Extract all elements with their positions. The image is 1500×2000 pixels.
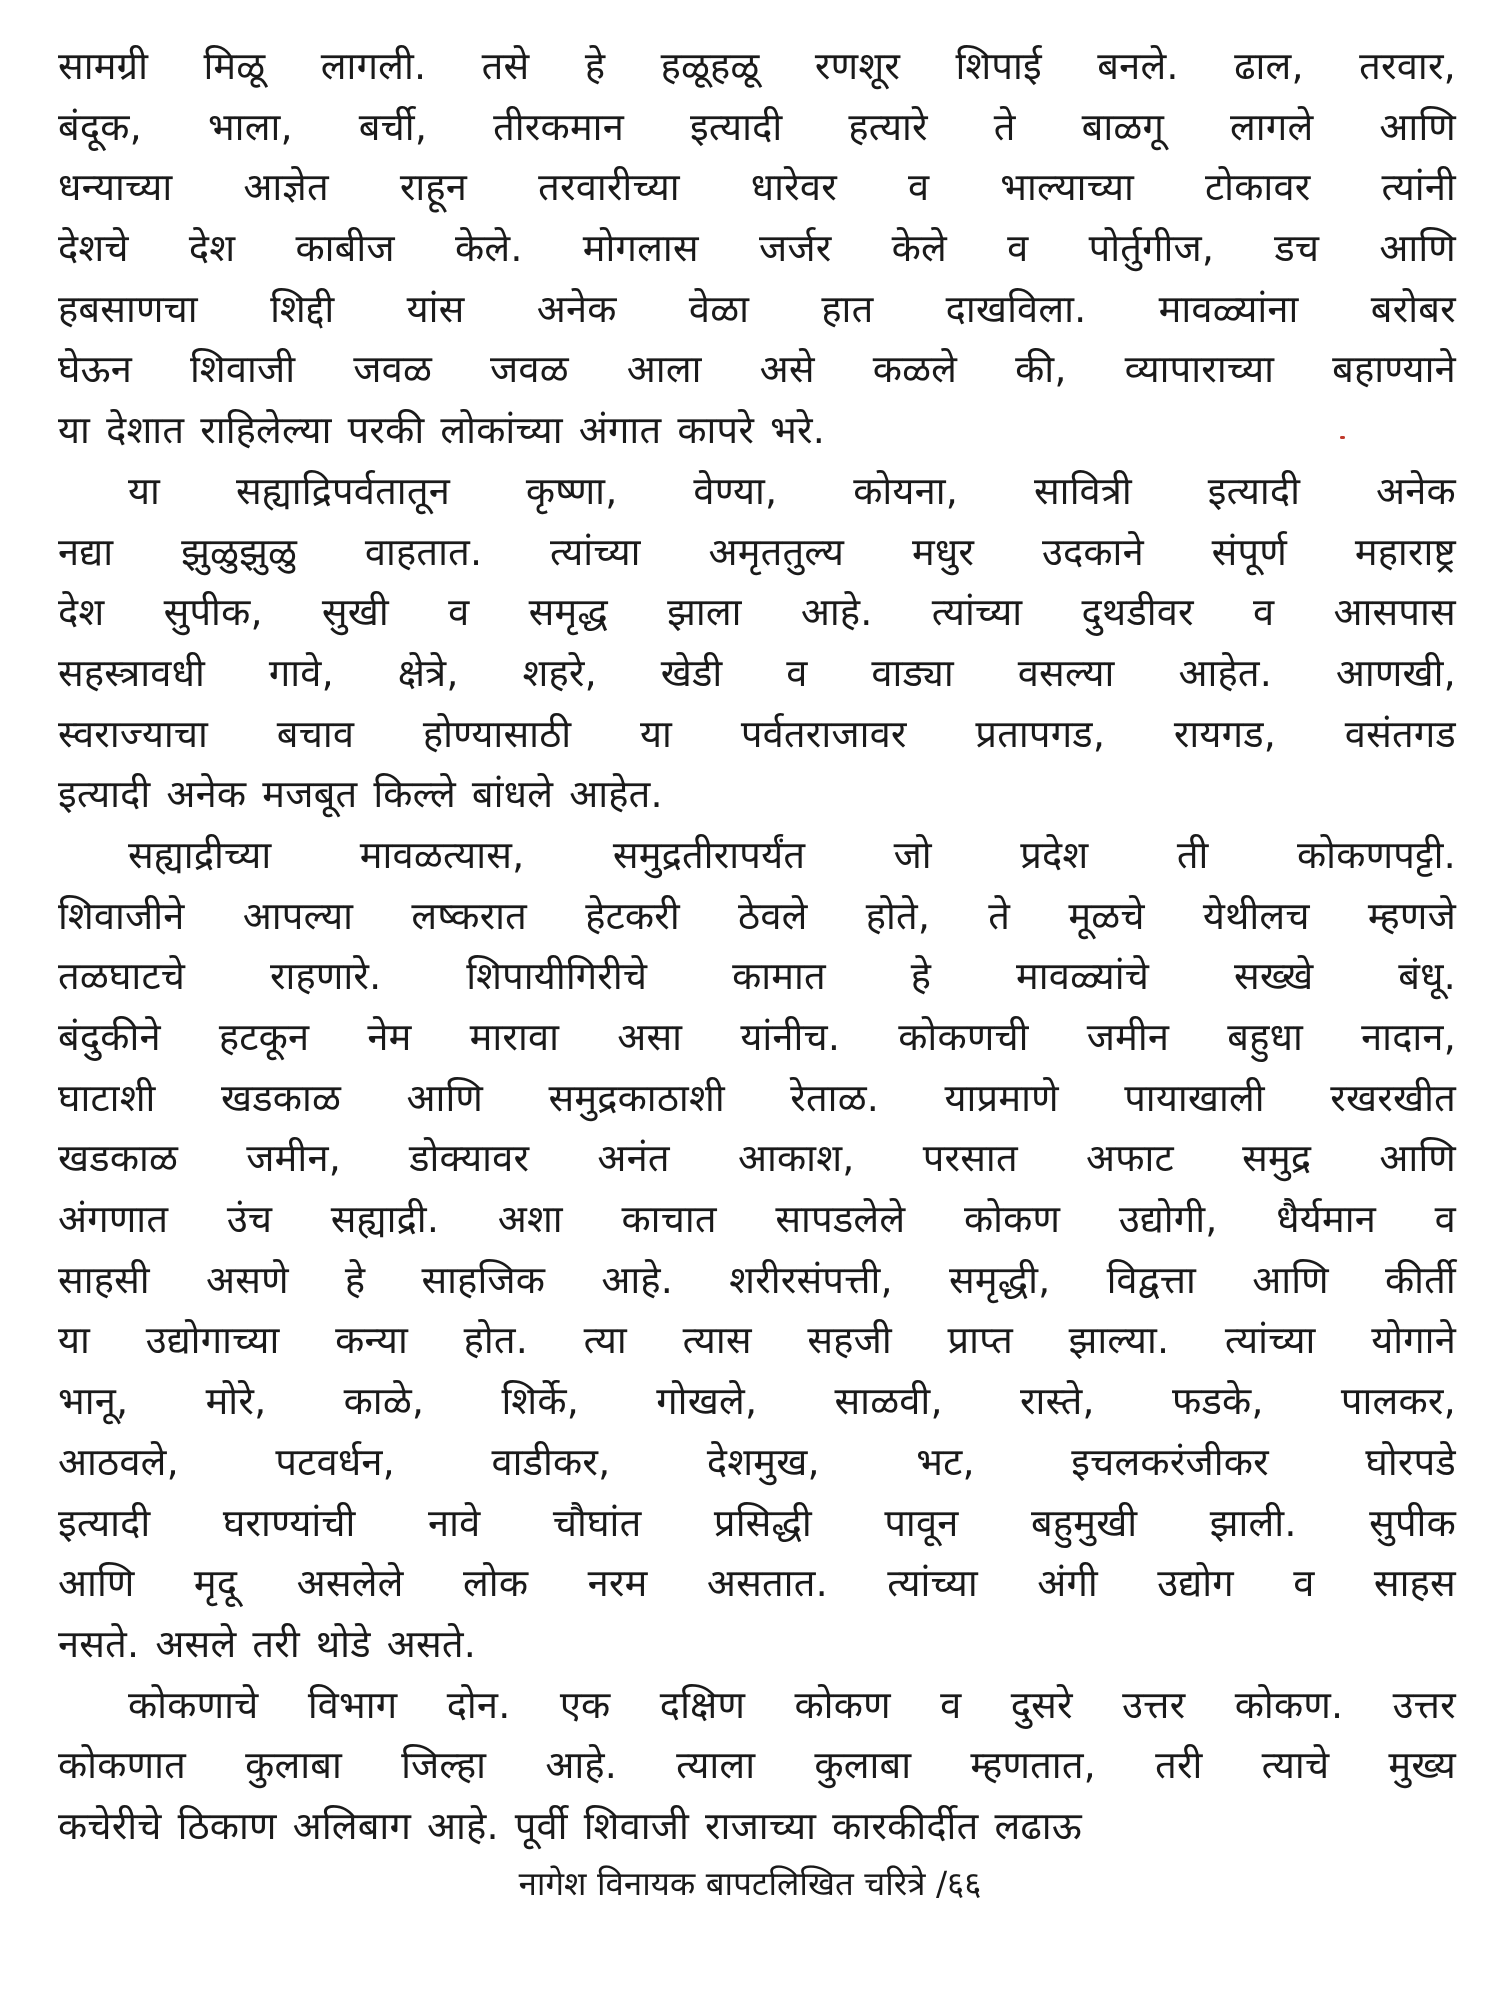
text-line: घेऊन शिवाजी जवळ जवळ आला असे कळले की, व्यापाराच्या बहाण्याने xyxy=(58,347,1456,392)
body-text xyxy=(58,36,1456,1857)
text-line: कचेरीचे ठिकाण अलिबाग आहे. पूर्वी शिवाजी राजाच्या कारकीर्दीत लढाऊ xyxy=(58,1803,1082,1848)
text-line: खडकाळ जमीन, डोक्यावर अनंत आकाश, परसात अफाट समुद्र आणि xyxy=(58,1136,1456,1181)
text-line: धन्याच्या आज्ञेत राहून तरवारीच्या धारेवर व भाल्याच्या टोकावर त्यांनी xyxy=(58,165,1456,210)
text-line: या देशात राहिलेल्या परकी लोकांच्या अंगात कापरे भरे. xyxy=(58,408,826,453)
text-line: अंगणात उंच सह्याद्री. अशा काचात सापडलेले कोकण उद्योगी, धैर्यमान व xyxy=(58,1197,1456,1242)
paragraph xyxy=(58,825,1456,1675)
text-line: नसते. असले तरी थोडे असते. xyxy=(58,1621,476,1666)
text-line: आणि मृदू असलेले लोक नरम असतात. त्यांच्या अंगी उद्योग व साहस xyxy=(58,1561,1456,1606)
text-line: सह्याद्रीच्या मावळत्यास, समुद्रतीरापर्यंत जो प्रदेश ती कोकणपट्टी. xyxy=(128,832,1456,877)
text-line: स्वराज्याचा बचाव होण्यासाठी या पर्वतराजावर प्रतापगड, रायगड, वसंतगड xyxy=(58,711,1456,756)
text-line: साहसी असणे हे साहजिक आहे. शरीरसंपत्ती, समृद्धी, विद्वत्ता आणि कीर्ती xyxy=(58,1257,1456,1302)
text-line: हबसाणचा शिद्दी यांस अनेक वेळा हात दाखविला. मावळ्यांना बरोबर xyxy=(58,286,1456,331)
text-line: बंदूक, भाला, बर्ची, तीरकमान इत्यादी हत्यारे ते बाळगू लागले आणि xyxy=(58,104,1456,149)
paragraph xyxy=(58,461,1456,825)
text-line: तळघाटचे राहणारे. शिपायीगिरीचे कामात हे मावळ्यांचे सख्खे बंधू. xyxy=(58,954,1456,999)
text-line: या उद्योगाच्या कन्या होत. त्या त्यास सहजी प्राप्त झाल्या. त्यांच्या योगाने xyxy=(58,1318,1456,1363)
text-line: इत्यादी अनेक मजबूत किल्ले बांधले आहेत. xyxy=(58,772,663,817)
text-line: नद्या झुळुझुळु वाहतात. त्यांच्या अमृततुल्य मधुर उदकाने संपूर्ण महाराष्ट्र xyxy=(58,529,1456,574)
text-line: कोकणात कुलाबा जिल्हा आहे. त्याला कुलाबा म्हणतात, तरी त्याचे मुख्य xyxy=(58,1743,1456,1788)
paragraph xyxy=(58,1675,1456,1857)
text-line: देशचे देश काबीज केले. मोगलास जर्जर केले व पोर्तुगीज, डच आणि xyxy=(58,226,1456,271)
text-line: या सह्याद्रिपर्वतातून कृष्णा, वेण्या, कोयना, सावित्री इत्यादी अनेक xyxy=(128,468,1456,513)
text-line: बंदुकीने हटकून नेम मारावा असा यांनीच. कोकणची जमीन बहुधा नादान, xyxy=(58,1015,1456,1059)
text-line: सहस्त्रावधी गावे, क्षेत्रे, शहरे, खेडी व वाड्या वसल्या आहेत. आणखी, xyxy=(58,650,1456,695)
page-footer: नागेश विनायक बापटलिखित चरित्रे /६६ xyxy=(518,1864,982,1903)
text-line: भानू, मोरे, काळे, शिर्के, गोखले, साळवी, रास्ते, फडके, पालकर, xyxy=(58,1379,1456,1424)
red-ink-speck xyxy=(1340,436,1345,439)
text-line: शिवाजीने आपल्या लष्करात हेटकरी ठेवले होते, ते मूळचे येथीलच म्हणजे xyxy=(58,893,1456,938)
text-line: आठवले, पटवर्धन, वाडीकर, देशमुख, भट, इचलकरंजीकर घोरपडे xyxy=(58,1439,1456,1484)
text-line: घाटाशी खडकाळ आणि समुद्रकाठाशी रेताळ. याप्रमाणे पायाखाली रखरखीत xyxy=(58,1075,1456,1120)
text-line: इत्यादी घराण्यांची नावे चौघांत प्रसिद्धी पावून बहुमुखी झाली. सुपीक xyxy=(58,1500,1456,1545)
text-line: सामग्री मिळू लागली. तसे हे हळूहळू रणशूर शिपाई बनले. ढाल, तरवार, xyxy=(58,44,1456,88)
text-line: कोकणाचे विभाग दोन. एक दक्षिण कोकण व दुसरे उत्तर कोकण. उत्तर xyxy=(128,1682,1456,1727)
paragraph xyxy=(58,36,1456,461)
text-line: देश सुपीक, सुखी व समृद्ध झाला आहे. त्यांच्या दुथडीवर व आसपास xyxy=(58,590,1456,635)
